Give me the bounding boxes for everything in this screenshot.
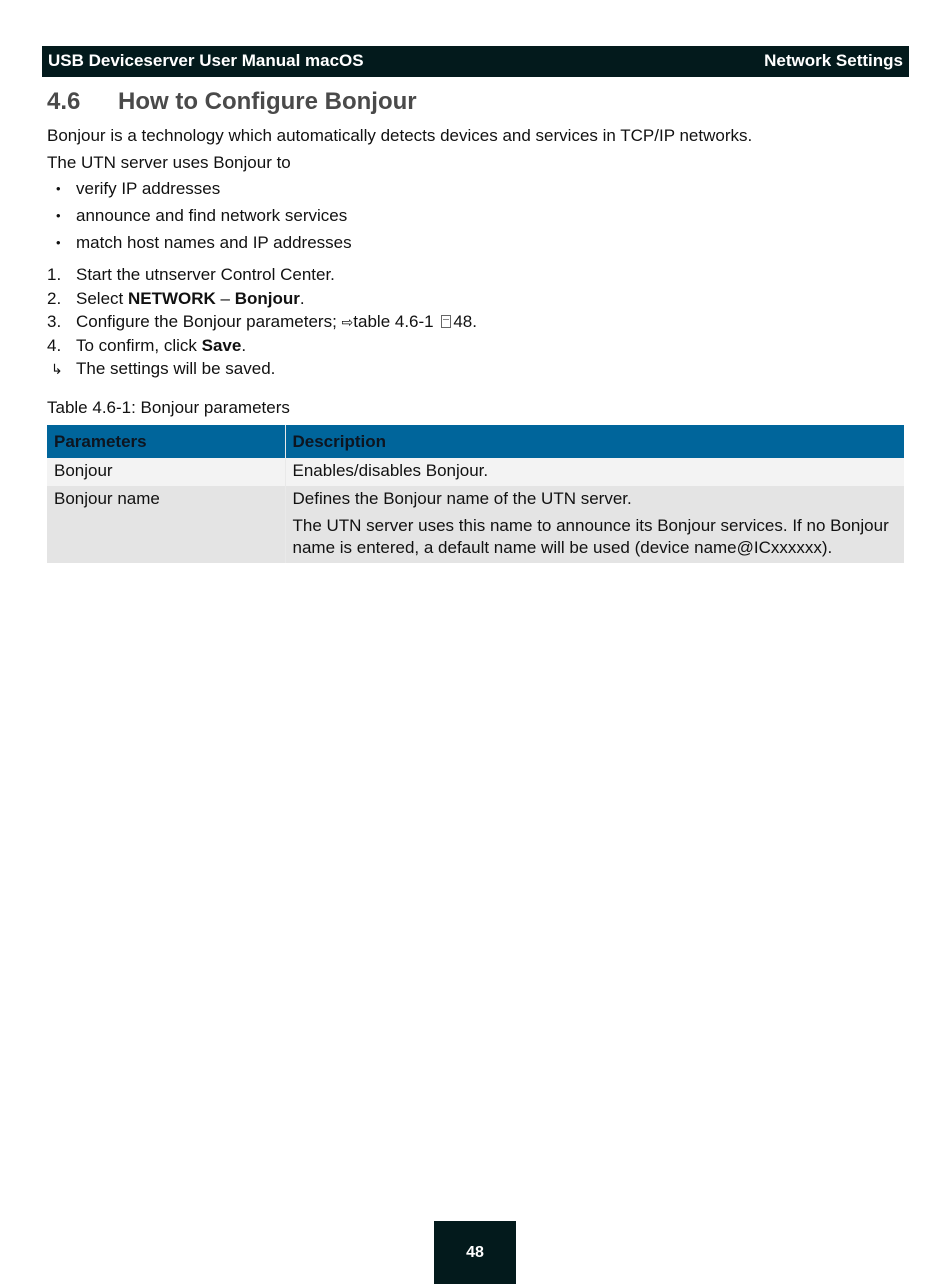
step-2 (47, 288, 477, 312)
uses-bullet-list (47, 178, 352, 259)
menu-bonjour: Bonjour (234, 288, 300, 308)
step-text: Start the utnserver Control Center. (76, 265, 335, 284)
table-header-row (47, 425, 904, 458)
list-item-text: announce and find network services (76, 206, 348, 225)
page-number: 48 (434, 1221, 516, 1284)
reference-page: 48 (453, 312, 473, 331)
list-item (47, 205, 352, 232)
step-3 (47, 311, 477, 335)
step-text: To confirm, click (76, 335, 202, 355)
table-row (47, 458, 904, 486)
description-text: Defines the Bonjour name of the UTN server. (292, 489, 632, 508)
description-cell (285, 486, 904, 563)
section-number: 4.6 (47, 88, 81, 115)
step-result (47, 358, 477, 382)
list-item-text: verify IP addresses (76, 179, 221, 198)
step-text: Configure the Bonjour parameters; (76, 312, 342, 331)
step-number: 1. (47, 265, 62, 284)
parameter-cell: Bonjour name (47, 486, 285, 563)
step-4 (47, 335, 477, 359)
intro-paragraph: Bonjour is a technology which automatically detects devices and services in TCP/IP networks. (47, 126, 753, 145)
table-row (47, 486, 904, 563)
column-header-description: Description (285, 425, 904, 458)
step-text: Select (76, 288, 128, 308)
step-text: . (299, 288, 305, 308)
section-title: How to Configure Bonjour (118, 88, 417, 115)
table-reference-link[interactable] (353, 312, 472, 331)
bullet-icon: • (56, 235, 61, 250)
step-text: – (215, 288, 235, 308)
step-text: . (472, 312, 477, 331)
step-number: 2. (47, 288, 62, 308)
column-header-parameters: Parameters (47, 425, 285, 458)
reference-text: table 4.6-1 (353, 312, 439, 331)
procedure-steps (47, 264, 477, 382)
result-text: The settings will be saved. (76, 359, 276, 378)
list-item (47, 232, 352, 259)
bullet-icon: • (56, 181, 61, 196)
description-text: Enables/disables Bonjour. (292, 461, 489, 480)
list-item-text: match host names and IP addresses (76, 233, 352, 252)
table-caption: Table 4.6-1: Bonjour parameters (47, 398, 290, 417)
page-icon (441, 315, 451, 328)
section-heading (47, 88, 417, 116)
uses-intro-paragraph: The UTN server uses Bonjour to (47, 153, 291, 172)
step-1 (47, 264, 477, 288)
cross-reference-arrow-icon: ⇨ (341, 314, 354, 330)
list-item (47, 178, 352, 205)
parameter-cell: Bonjour (47, 458, 285, 486)
step-number: 4. (47, 335, 62, 355)
bullet-icon: • (56, 208, 61, 223)
step-number: 3. (47, 312, 62, 331)
header-chapter-title: Network Settings (764, 50, 903, 70)
header-manual-title: USB Deviceserver User Manual macOS (48, 50, 364, 70)
save-label: Save (201, 335, 242, 355)
description-cell (285, 458, 904, 486)
description-text: The UTN server uses this name to announce its Bonjour services. If no Bonjour name is entered, a default name will be used (device name@ICxxxxxx). (292, 516, 889, 557)
bonjour-parameters-table (47, 425, 904, 563)
result-arrow-icon: ↳ (51, 361, 63, 377)
running-header (42, 46, 909, 77)
menu-network: NETWORK (127, 288, 216, 308)
step-text: . (241, 335, 247, 355)
